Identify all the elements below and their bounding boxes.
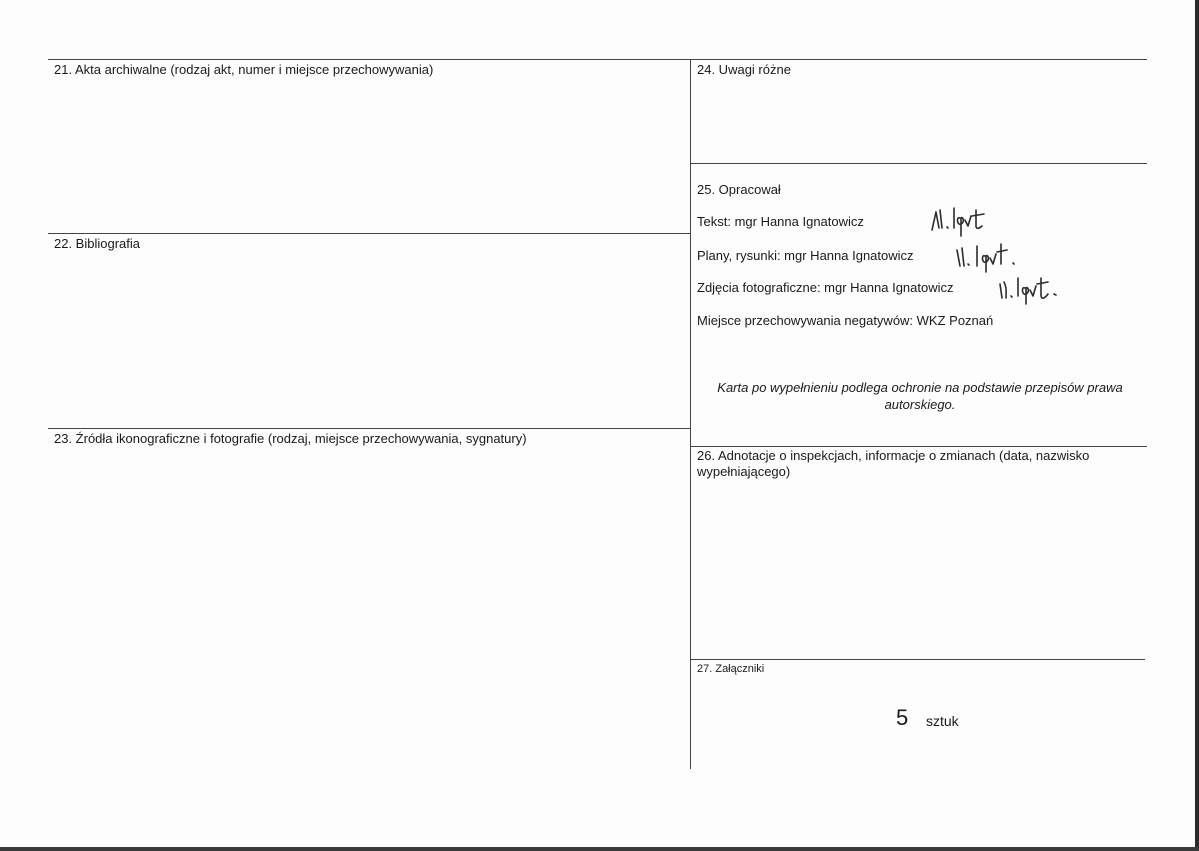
attachments-count: 5 [896,705,909,730]
divider-24-25 [691,163,1147,164]
scan-edge-bottom [0,847,1199,851]
author-photos-line: Zdjęcia fotograficzne: mgr Hanna Ignatowicz [697,280,954,295]
copyright-note: Karta po wypełnieniu podlega ochronie na podstawie przepisów prawa autorskiego. [717,380,1123,412]
section-26-title: 26. Adnotacje o inspekcjach, informacje o zmianach (data, nazwisko wypełniającego) [697,448,1090,479]
scan-edge-right [1195,0,1199,851]
signature-photos-icon [998,272,1068,306]
author-text-line: Tekst: mgr Hanna Ignatowicz [697,214,864,229]
attachments-unit: sztuk [926,713,959,729]
section-27-title: 27. Załączniki [697,663,765,675]
author-plans-line: Plany, rysunki: mgr Hanna Ignatowicz [697,248,914,263]
divider-21-22 [48,233,690,234]
negatives-location-line: Miejsce przechowywania negatywów: WKZ Poznań [697,313,994,328]
divider-22-23 [48,428,690,429]
section-22-title: 22. Bibliografia [54,236,140,251]
signature-text-icon [930,204,1000,238]
section-23-title: 23. Źródła ikonograficzne i fotografie (rodzaj, miejsce przechowywania, sygnatury) [54,431,527,446]
section-24-title: 24. Uwagi różne [697,62,791,77]
column-divider [690,59,691,769]
section-25-title: 25. Opracował [697,182,781,197]
top-border-right [691,59,1147,60]
divider-26-27 [691,659,1145,660]
signature-plans-icon [955,238,1025,272]
divider-25-26 [691,446,1147,447]
section-21-title: 21. Akta archiwalne (rodzaj akt, numer i miejsce przechowywania) [54,62,434,77]
top-border-left [48,59,690,60]
